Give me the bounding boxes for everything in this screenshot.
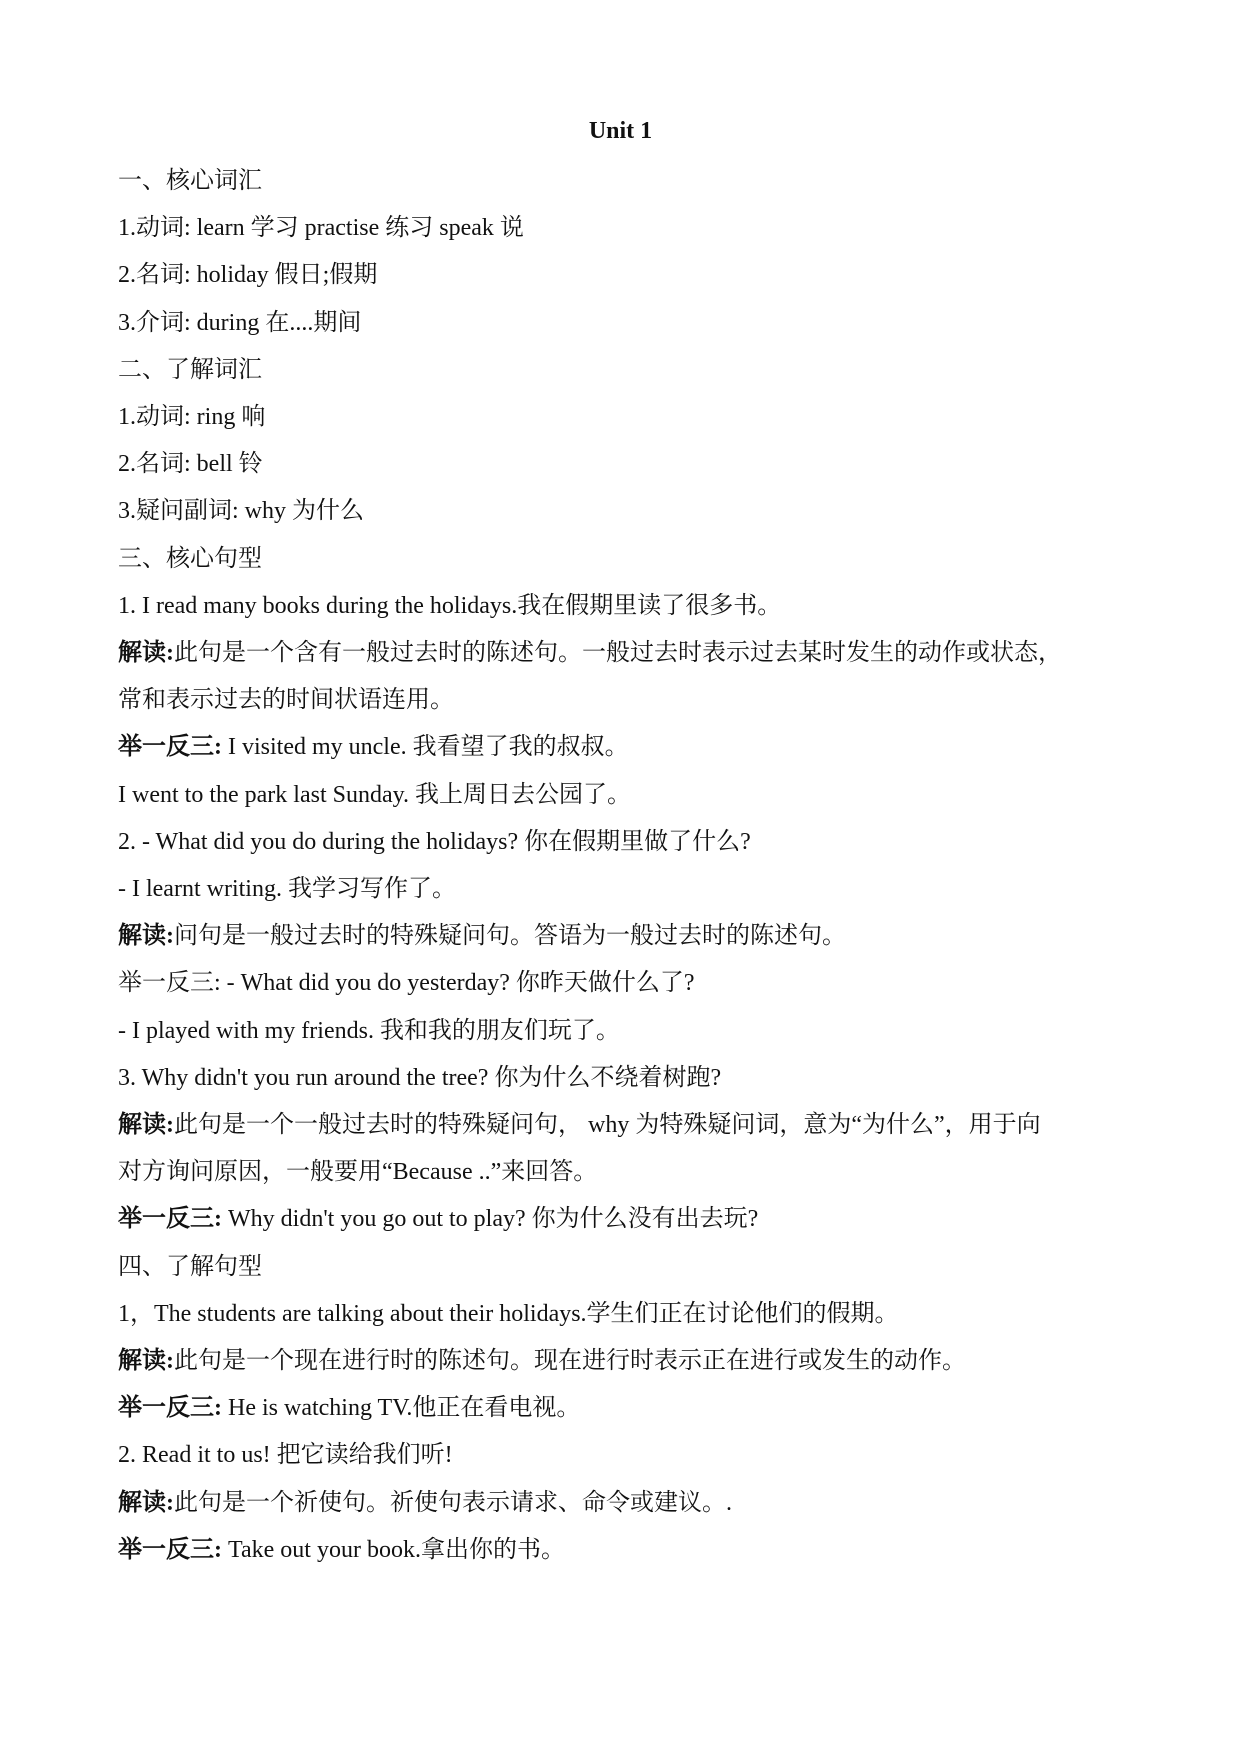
text-line [118,1062,721,1094]
line-text: 此句是一个含有一般过去时的陈述句。一般过去时表示过去某时发生的动作或状态， [174,640,1062,666]
line-text: I visited my uncle. 我看望了我的叔叔。 [222,734,629,761]
text-line [118,731,629,763]
line-text: 对方询问原因，一般要用“Because ..”来回答。 [118,1159,598,1186]
text-line [118,495,364,527]
line-label: 举一反三: [118,1536,222,1563]
line-text: 2.名词: holiday 假日;假期 [118,262,378,289]
text-line [118,448,263,480]
text-line [118,1487,732,1519]
line-text: 3. Why didn't you run around the tree? 你为什么不绕着树跑? [118,1064,722,1091]
text-line [118,259,377,291]
line-text: 二、了解词汇 [118,356,262,383]
line-text: 此句是一个一般过去时的特殊疑问句， why 为特殊疑问词，意为“为什么”，用于向 [174,1112,1041,1138]
text-line [118,307,361,339]
line-text: 2. - What did you do during the holidays? 你在假期里做了什么? [118,828,751,855]
text-line [118,354,262,386]
text-line [118,1534,565,1566]
line-text: 一、核心词汇 [118,168,262,194]
line-label: 解读: [118,923,174,950]
text-line [118,1298,899,1330]
line-text: 此句是一个现在进行时的陈述句。现在进行时表示正在进行或发生的动作。 [174,1348,966,1374]
line-text: Why didn't you go out to play? 你为什么没有出去玩? [222,1206,759,1233]
line-text: 2. Read it to us! 把它读给我们听! [118,1442,453,1469]
line-text: I went to the park last Sunday. 我上周日去公园了。 [118,781,632,808]
text-line [118,826,751,858]
line-text: 1.动词: ring 响 [118,404,266,430]
text-line [118,684,454,716]
line-text: - I played with my friends. 我和我的朋友们玩了。 [118,1017,620,1044]
line-text: 1. I read many books during the holidays.我在假期里读了很多书。 [118,592,782,619]
text-line [118,1439,453,1471]
line-label: 举一反三: [118,734,222,761]
text-line [118,967,695,999]
line-text: 问句是一般过去时的特殊疑问句。答语为一般过去时的陈述句。 [174,923,846,950]
line-text: - I learnt writing. 我学习写作了。 [118,876,456,902]
line-label: 举一反三: [118,1395,222,1422]
text-line [118,543,262,575]
line-text: 三、核心句型 [118,545,262,572]
line-label: 解读: [118,1112,174,1138]
line-text: 2.名词: bell 铃 [118,451,263,478]
text-line [118,873,456,905]
text-line [118,1203,758,1235]
text-line [118,1392,580,1424]
text-line [118,1251,262,1283]
line-text: Take out your book.拿出你的书。 [222,1536,565,1563]
page-title: Unit 1 [588,118,653,144]
line-label: 解读: [118,1489,174,1516]
line-text: 常和表示过去的时间状语连用。 [118,687,454,714]
text-line [118,1345,966,1377]
text-line [118,779,631,811]
line-text: 3.疑问副词: why 为什么 [118,498,364,525]
text-line [118,401,265,433]
line-text: 1.动词: learn 学习 practise 练习 speak 说 [118,215,524,242]
text-line [118,1109,1041,1141]
text-line [118,637,1062,669]
text-line [118,165,262,197]
text-line [118,1015,620,1047]
line-text: He is watching TV.他正在看电视。 [222,1395,581,1422]
line-label: 解读: [118,1348,174,1374]
line-label: 解读: [118,640,174,666]
line-text: 3.介词: during 在....期间 [118,309,362,336]
text-line [118,590,781,622]
text-line [118,920,846,952]
line-text: 1，The students are talking about their holidays.学生们正在讨论他们的假期。 [118,1300,899,1327]
line-label: 举一反三: [118,1206,222,1233]
text-line [118,1156,597,1188]
line-text: 此句是一个祈使句。祈使句表示请求、命令或建议。. [174,1489,732,1516]
text-line [118,212,524,244]
line-text: 举一反三: - What did you do yesterday? 你昨天做什么了? [118,970,695,997]
line-text: 四、了解句型 [118,1253,262,1280]
